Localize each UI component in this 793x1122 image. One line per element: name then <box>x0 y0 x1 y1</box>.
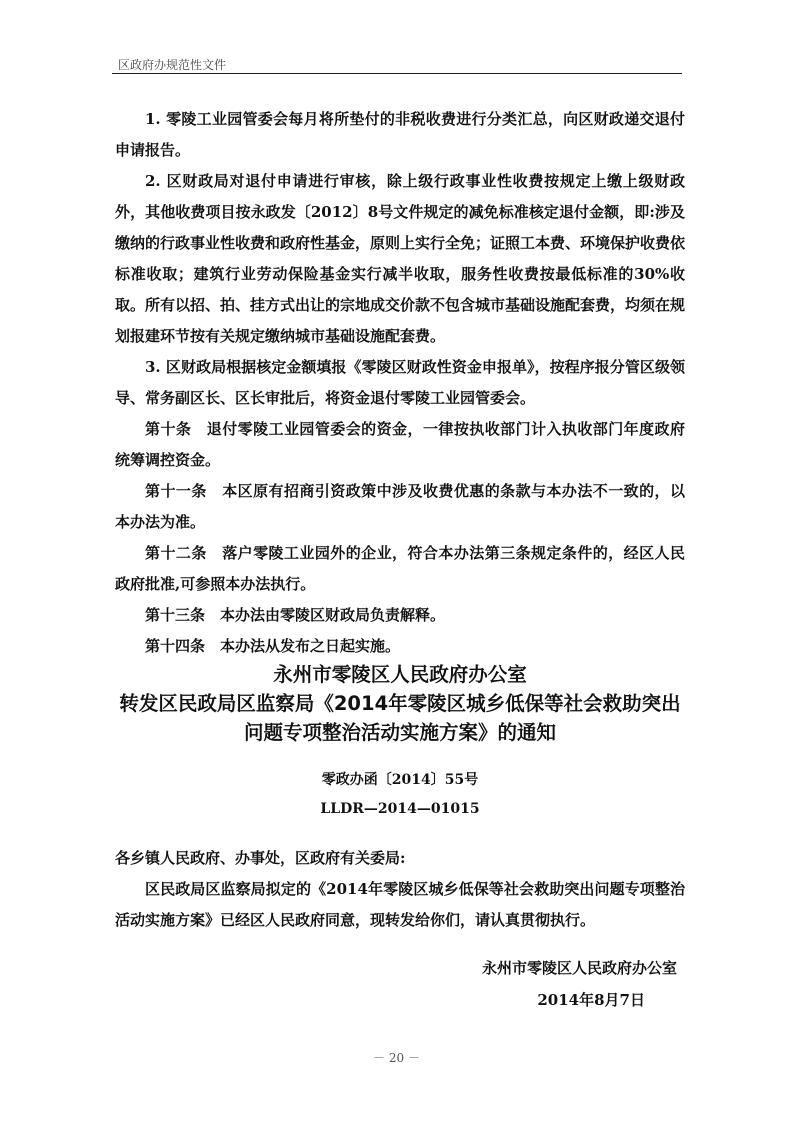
article-number: 第十条 <box>145 420 192 438</box>
article-text: 本办法由零陵区财政局负责解释。 <box>220 606 446 624</box>
article-12 <box>115 538 685 600</box>
issuing-office: 永州市零陵区人民政府办公室 <box>481 959 677 977</box>
notice-title-line: 问题专项整治活动实施方案》的通知 <box>243 721 556 744</box>
body-paragraph <box>115 352 685 414</box>
article-text: 本区原有招商引资政策中涉及收费优惠的条款与本办法不一致的，以本办法为准。 <box>115 482 685 531</box>
body-paragraph <box>115 104 685 166</box>
document-code: LLDR—2014—01015 <box>320 801 480 817</box>
notice-title-line: 永州市零陵区人民政府办公室 <box>273 663 527 686</box>
notice-paragraph: 区民政局区监察局拟定的《2014年零陵区城乡低保等社会救助突出问题专项整治活动实施方案》已经区人民政府同意，现转发给你们，请认真贯彻执行。 <box>115 880 685 929</box>
paragraph-text: 2. 区财政局对退付申请进行审核，除上级行政事业性收费按规定上缴上级财政外，其他收费项目按永政发〔2012〕8号文件规定的减免标准核定退付金额，即:涉及缴纳的行政事业性收费和政府性基金，原则上实行全免；证照工本费、环境保护收费依标准收取；建筑行业劳动保险基金实行减半收取，服务性收费按最低标准的30%收取。所有以招、拍、挂方式出让的宗地成交价款不包含城市基础设施配套费，均须在规划报建环节按有关规定缴纳城市基础设施配套费。 <box>115 172 686 345</box>
regulation-body <box>115 104 685 662</box>
article-text: 落户零陵工业园外的企业，符合本办法第三条规定条件的，经区人民政府批准,可参照本办法执行。 <box>115 544 685 593</box>
article-number: 第十四条 <box>145 637 206 655</box>
body-paragraph <box>115 166 685 352</box>
article-13 <box>115 600 685 631</box>
header-divider <box>112 73 682 74</box>
notice-body <box>115 843 685 936</box>
notice-title-line: 转发区民政局区监察局《2014年零陵区城乡低保等社会救助突出 <box>119 692 681 715</box>
article-text: 退付零陵工业园管委会的资金，一律按执收部门计入执收部门年度政府统筹调控资金。 <box>115 420 685 469</box>
article-11 <box>115 476 685 538</box>
article-10 <box>115 414 685 476</box>
paragraph-text: 3. 区财政局根据核定金额填报《零陵区财政性资金申报单》，按程序报分管区级领导、常务副区长、区长审批后，将资金退付零陵工业园管委会。 <box>115 358 685 407</box>
article-number: 第十一条 <box>145 482 207 500</box>
article-14 <box>115 631 685 662</box>
page-number: － 20 － <box>373 1051 420 1065</box>
document-number: 零政办函〔2014〕55号 <box>321 772 479 788</box>
article-number: 第十二条 <box>145 544 207 562</box>
article-text: 本办法从发布之日起实施。 <box>220 637 401 655</box>
notice-title <box>100 660 700 747</box>
issue-date: 2014年8月7日 <box>537 991 645 1009</box>
article-number: 第十三条 <box>145 606 206 624</box>
paragraph-text: 1. 零陵工业园管委会每月将所垫付的非税收费进行分类汇总，向区财政递交退付申请报告。 <box>115 110 685 159</box>
addressee: 各乡镇人民政府、办事处，区政府有关委局: <box>115 849 406 867</box>
running-header: 区政府办规范性文件 <box>118 58 227 72</box>
